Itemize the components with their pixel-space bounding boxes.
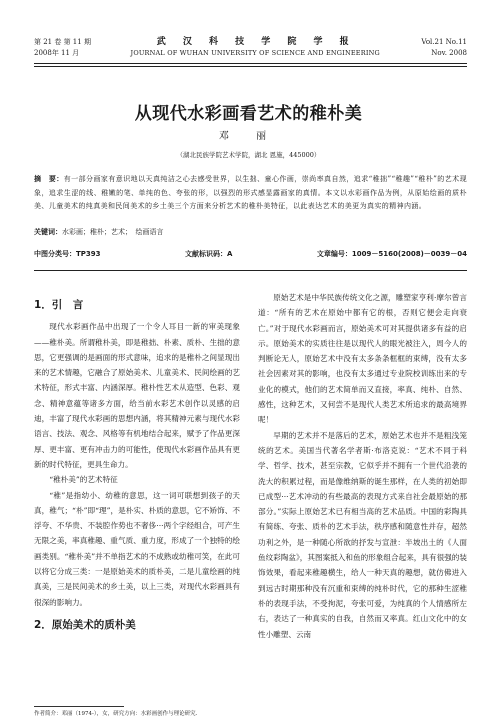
clc-label: 中图分类号：	[34, 250, 76, 258]
paragraph: 现代水彩画作品中出现了一个令人耳目一新的审美现象——稚朴美。所谓稚朴美，即是稚拙、朴素、质朴、生拙的意思，它更强调的是画面的形式意味，追求的是稚朴之间显现出来的艺术情趣，它融合了原始美术、儿童美术、民间绘画的艺术特征，形式丰富、内涵深厚。稚朴性艺术从造型、色彩、观念、精神意蕴等诸多方面，给当前水彩艺术创作以灵感的启迪，丰富了现代水彩画的思想内涵，将其精神元素与现代水彩语言、技法、观念、风格等有机地结合起来，赋予了作品更深厚、更丰富、更有冲击力的可能性，使现代水彩画作品具有更新的时代特征，更具生命力。	[34, 322, 240, 469]
doc-code-label: 文献标识码：	[185, 250, 228, 258]
volume-issue: 第 21 卷 第 11 期	[34, 38, 91, 46]
keywords-text: 水彩画；稚朴；艺术； 绘画语言	[62, 228, 164, 236]
author-affiliation: （湖北民族学院艺术学院，湖北 恩施，445000）	[176, 151, 321, 159]
right-column	[258, 290, 467, 642]
abstract-text: 有一部分画家有意识地以天真纯洁之心去感受世界，以生拙、童心作画，崇尚率真自然，追求“稚拙”“稚趣”“稚朴”的艺术现象，追求生涩的线、稚嫩的笔、单纯的色、夸张的形，以强烈的形式感显露画家的真情。本文以水彩画作品为例，从原始绘画的质朴美、儿童美术的纯真美和民间美术的乡土美三个方面来分析艺术的稚朴美特征，以此表达艺术的美更为真实的精神内涵。	[34, 175, 467, 210]
header-rule-thin	[34, 66, 467, 67]
article-id-label: 文章编号：	[316, 250, 352, 258]
header-rule	[34, 63, 467, 64]
journal-title-cn: 武 汉 科 技 学 院 学 报	[156, 37, 356, 47]
author-name: 邓 丽	[218, 131, 279, 142]
issue-date-en: Nov. 2008	[431, 49, 467, 57]
keywords-label: 关键词：	[34, 228, 62, 236]
author-footnote: 作者简介：邓丽（1974-），女，研究方向：水彩画创作与理论研究.	[34, 711, 198, 717]
paragraph: 早期的艺术并不是落后的艺术，原始艺术也并不是粗浅笼统的艺术。美国当代著名学者斯·布洛克说：“艺术不同于科学、哲学、技术，甚至宗教，它似乎并不拥有一个世代沿袭的洗大的积累过程，而是像维纳斯的诞生那样，在人类的初始即已成型···艺术冲动的有些最高的表现方式来自社会最原始的那部分。”实际上原始艺术已有相当高的艺术品质。中国的彩陶具有简练、夸张、质朴的艺术手法，秩序感和随意性并存，超然功利之外，是一种随心所欲的抒发与宣泄：半坡出土的《人面鱼纹彩陶盆》，其图案抵入和鱼的形象组合起来，具有很强的装饰效果，看起来稚趣横生，给人一种天真的趣想，就仿佛进入到远古时期那种没有沉重和束缚的纯朴时代，它的那种生涩稚朴的表现手法，不受拘泥，夸张可爱，为纯真的个人情感所左右，表达了一种真实的自我，自然而又率真。红山文化中的女性小雕塑、云南	[258, 430, 467, 639]
keywords	[34, 227, 467, 237]
section-heading-primitive: 2．原始美术的质朴美	[34, 618, 136, 631]
issue-date: 2008年 11 月	[34, 49, 80, 57]
article-id-value: 1009－5160(2008)－0039－04	[351, 250, 467, 258]
paragraph: “稚朴美”的艺术特征	[49, 475, 118, 485]
meta-rule	[34, 270, 467, 271]
paragraph: “稚”是指幼小、幼稚的意思，这一词可联想到孩子的天真，稚气；“朴”即“理”，是朴实、朴质的意思，它不矫饰、不浮夸、不华贵、不装腔作势也不奢侈···两个字经组合，可产生无限之美，率真稚趣、重气质、重力度，形成了一个独特的绘画类别。“稚朴美”并不单指艺术的不成熟或幼稚可笑，在此可以将它分成三类：一是原始美术的质朴美，二是儿童绘画的纯真美，三是民间美术的乡土美，以上三类，对现代水彩画具有很深的影响力。	[34, 490, 240, 607]
paragraph: 原始艺术是中华民族传统文化之源，雕塑家亨利·摩尔曾言道：“所有的艺术在原始中都有它的根，否则它便会走向衰亡。”对于现代水彩画而言，原始美术可对其提供诸多有益的启示。原始美术的实质往往是以现代人的眼光被注入，周今人的判断论无人，原始艺术中没有太多条条框框的束缚，没有太多社会因素对其的影响，也没有太多通过专业院校训练出来的专业化的模式，他们的艺术简单而又直接，率真、纯朴、自然、感性，这种艺术，又何尝不是现代人类艺术所追求的最高境界呢！	[258, 293, 467, 425]
section-heading-intro: 1．引 言	[34, 299, 84, 311]
abstract-label: 摘 要：	[34, 175, 64, 183]
volume-issue-en: Vol.21 No.11	[421, 38, 467, 46]
running-header	[34, 38, 467, 58]
doc-code-value: A	[227, 250, 233, 258]
article-title: 从现代水彩画看艺术的稚朴美	[134, 104, 363, 124]
classification-line	[34, 249, 467, 259]
left-column	[34, 290, 240, 639]
journal-title-en: JOURNAL OF WUHAN UNIVERSITY OF SCIENCE AND ENGINEERING	[130, 49, 380, 57]
footnote-rule	[34, 706, 124, 707]
abstract	[34, 173, 467, 214]
clc-value: TP393	[76, 250, 101, 258]
